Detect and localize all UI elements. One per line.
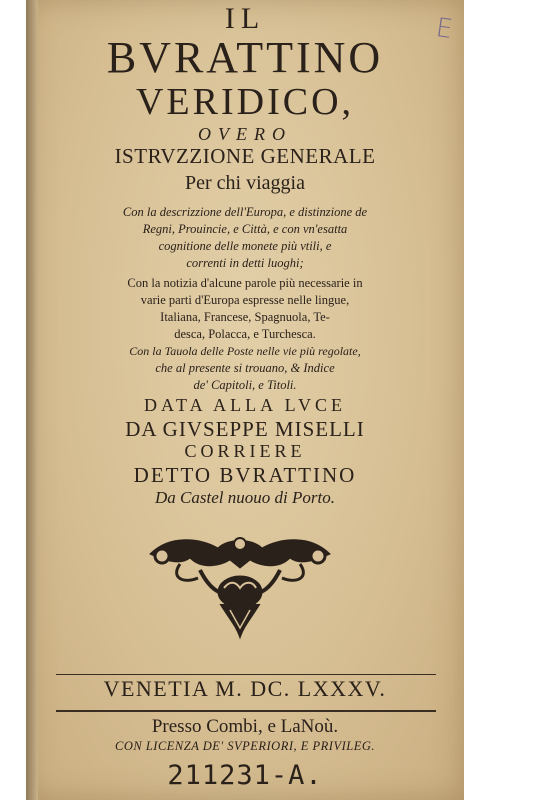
printers-ornament-icon <box>140 530 340 642</box>
desc-line-7: Italiana, Francese, Spagnuola, Te- <box>160 310 330 324</box>
imprint-printer: Presso Combi, e LaNoù. <box>151 716 339 737</box>
title-line-5: ISTRVZZIONE GENERALE <box>114 144 376 168</box>
author-line-2: DA GIVSEPPE MISELLI <box>125 417 365 441</box>
title-line-6: Per chi viaggia <box>185 172 305 194</box>
author-line-1: DATA ALLA LVCE <box>144 395 346 415</box>
imprint-rule-middle <box>56 710 436 712</box>
title-page <box>26 0 464 800</box>
title-line-4: OVERO <box>198 124 292 144</box>
desc-line-1: Con la descrizzione dell'Europa, e distinzione de <box>122 205 368 219</box>
margin-annotation: E <box>433 13 455 45</box>
desc-line-10: che al presente si trouano, & Indice <box>155 361 335 375</box>
author-line-4: DETTO BVRATTINO <box>133 463 357 487</box>
desc-line-9: Con la Tauola delle Poste nelle vie più regolate, <box>129 344 361 358</box>
desc-line-8: desca, Polacca, e Turchesca. <box>174 327 316 341</box>
desc-line-4: correnti in detti luoghi; <box>186 256 304 270</box>
title-line-3: VERIDICO, <box>135 81 355 123</box>
desc-line-2: Regni, Prouincie, e Città, e con vn'esatta <box>142 222 348 236</box>
imprint-license: CON LICENZA DE' SVPERIORI, E PRIVILEG. <box>115 739 375 753</box>
desc-line-11: de' Capitoli, e Titoli. <box>193 378 297 392</box>
imprint-rule-top <box>56 674 436 675</box>
title-line-2: BVRATTINO <box>106 33 384 82</box>
desc-line-3: cognitione delle monete più vtili, e <box>158 239 332 253</box>
desc-line-6: varie parti d'Europa espresse nelle lingue, <box>140 293 350 307</box>
library-stamp-number: 211231-A. <box>167 760 323 791</box>
author-line-5: Da Castel nuouo di Porto. <box>155 488 335 507</box>
title-line-1: IL <box>224 2 266 35</box>
desc-line-5: Con la notizia d'alcune parole più necessarie in <box>127 276 363 290</box>
author-line-3: CORRIERE <box>184 441 306 461</box>
imprint-place-date: VENETIA M. DC. LXXXV. <box>103 676 387 701</box>
